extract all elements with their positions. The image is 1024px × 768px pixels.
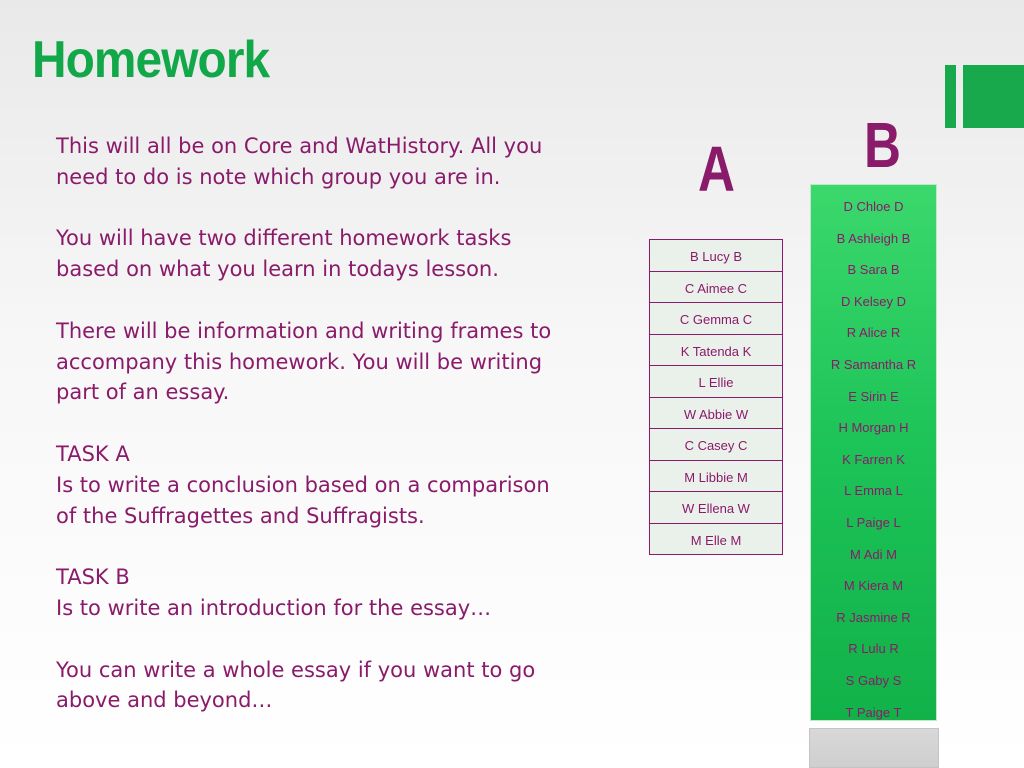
group-b-member: R Lulu R	[848, 641, 899, 657]
task-a-text: Is to write a conclusion based on a comparison of the Suffragettes and Suffragists.	[56, 472, 550, 528]
group-b-member: L Paige L	[846, 514, 901, 530]
group-a-member: M Elle M	[650, 523, 783, 555]
grey-footer-block	[809, 728, 939, 768]
task-a-heading: TASK A	[56, 441, 130, 466]
group-b-member: L Emma L	[844, 483, 903, 499]
group-b-member: R Jasmine R	[836, 609, 911, 625]
group-a-member: L Ellie	[650, 366, 783, 398]
task-b-text: Is to write an introduction for the essay…	[56, 595, 492, 620]
group-b-member: S Gaby S	[845, 672, 902, 688]
group-b-member: B Ashleigh B	[836, 230, 911, 246]
group-a-member: C Casey C	[650, 429, 783, 461]
group-b-member: E Sirin E	[848, 388, 899, 404]
group-a-member: W Ellena W	[650, 492, 783, 524]
intro-paragraph: This will all be on Core and WatHistory. All you need to do is note which group you are in.	[56, 134, 543, 189]
group-a-member: K Tatenda K	[650, 334, 783, 366]
frames-paragraph: There will be information and writing frames to accompany this homework. You will be writing part of an essay.	[56, 318, 552, 405]
group-a-member: M Libbie M	[650, 460, 783, 492]
group-b-member: R Alice R	[846, 325, 901, 341]
group-a-member: B Lucy B	[650, 240, 783, 272]
group-b-member: T Paige T	[845, 704, 902, 720]
group-a-member: C Aimee C	[650, 271, 783, 303]
group-b-label: B	[864, 109, 901, 181]
group-b-member: D Chloe D	[843, 199, 904, 214]
group-b-member: M Kiera M	[843, 578, 904, 594]
tasks-paragraph: You will have two different homework tasks based on what you learn in todays lesson.	[56, 226, 512, 282]
group-b-member: D Kelsey D	[840, 293, 907, 309]
homework-instructions	[56, 131, 576, 716]
closing-paragraph: You can write a whole essay if you want to go above and beyond…	[56, 657, 536, 713]
group-b-member: M Adi M	[850, 546, 897, 562]
group-b-list	[810, 184, 937, 721]
accent-bar-thin	[945, 65, 956, 128]
task-b-heading: TASK B	[56, 565, 130, 590]
slide-title: Homework	[32, 31, 270, 89]
group-a-label: A	[698, 133, 735, 205]
group-a-table	[649, 239, 783, 555]
group-a-member: W Abbie W	[650, 397, 783, 429]
accent-bar-thick	[963, 65, 1024, 128]
group-a-member: C Gemma C	[650, 303, 783, 335]
group-b-member: H Morgan H	[838, 420, 909, 436]
group-b-member: B Sara B	[847, 262, 900, 278]
group-b-member: R Samantha R	[830, 356, 917, 372]
group-b-member: K Farren K	[842, 451, 905, 467]
